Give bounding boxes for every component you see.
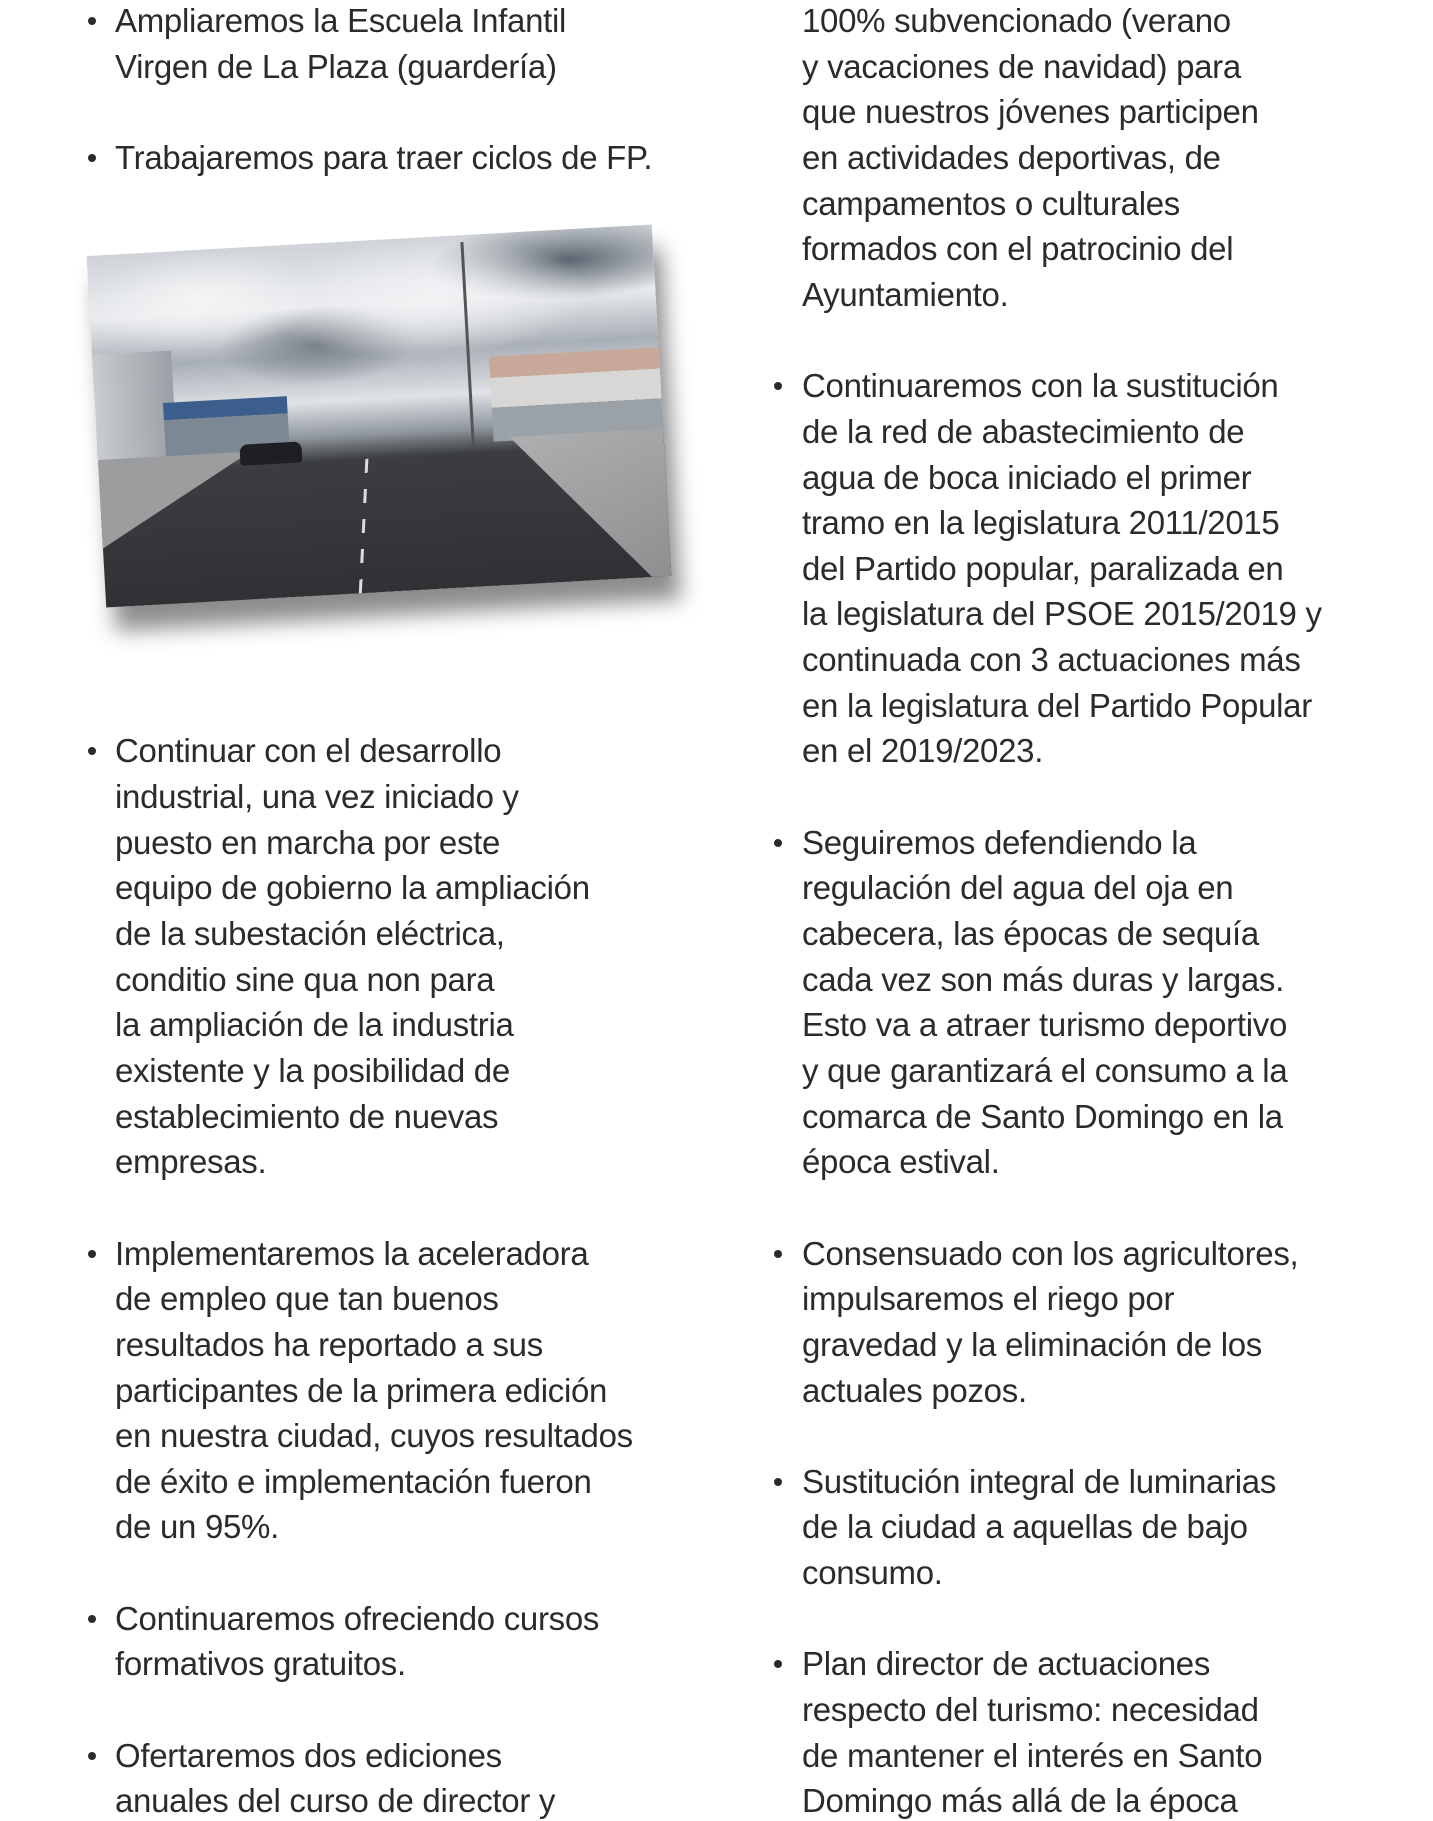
list-item-line: en nuestra ciudad, cuyos resultados — [115, 1417, 633, 1455]
list-item-line: la ampliación de la industria — [115, 1006, 514, 1044]
list-item-line: gravedad y la eliminación de los — [802, 1325, 1263, 1363]
list-item-line: Ayuntamiento. — [802, 275, 1009, 313]
list-item-line: Ampliaremos la Escuela Infantil — [115, 2, 567, 39]
bullet-icon — [88, 1752, 96, 1760]
list-item-line: continuada con 3 actuaciones más — [802, 641, 1301, 679]
list-item-line: actuales pozos. — [802, 1371, 1027, 1409]
bullet-icon — [88, 1250, 96, 1258]
bullet-icon — [88, 154, 96, 162]
list-item-line: puesto en marcha por este — [115, 823, 501, 861]
list-item-line: que nuestros jóvenes participen — [802, 93, 1259, 131]
list-item-line: conditio sine qua non para — [115, 960, 495, 998]
list-item-line: de la ciudad a aquellas de bajo — [802, 1508, 1248, 1546]
list-item-line: impulsaremos el riego por — [802, 1280, 1175, 1318]
list-item-line: Esto va a atraer turismo deportivo — [802, 1006, 1288, 1044]
list-item-line: en actividades deportivas, de — [802, 138, 1221, 176]
photo-sidewalk-left — [98, 450, 276, 607]
list-item-line: del Partido popular, paralizada en — [802, 549, 1284, 587]
list-item-line: Plan director de actuaciones — [802, 1645, 1211, 1683]
bullet-icon — [88, 747, 96, 755]
list-item-line: en la legislatura del Partido Popular — [802, 686, 1312, 724]
list-item-line: en el 2019/2023. — [802, 732, 1044, 770]
list-item-line: equipo de gobierno la ampliación — [115, 869, 590, 907]
list-item-line: y vacaciones de navidad) para — [802, 47, 1241, 85]
list-item-line: Virgen de La Plaza (guardería) — [115, 47, 557, 85]
list-item-line: industrial, una vez iniciado y — [115, 778, 519, 816]
list-item-line: Trabajaremos para traer ciclos de FP. — [115, 138, 653, 176]
list-item-line: Implementaremos la aceleradora — [115, 1234, 589, 1272]
photo-car — [239, 442, 302, 467]
list-item-line: de un 95%. — [115, 1508, 279, 1546]
list-item-line: participantes de la primera edición — [115, 1371, 608, 1409]
bullet-icon — [774, 382, 782, 390]
bullet-icon — [88, 1615, 96, 1623]
list-item-line: consumo. — [802, 1554, 943, 1592]
list-item-line: la legislatura del PSOE 2015/2019 y — [802, 595, 1322, 633]
list-item-line: Domingo más allá de la época — [802, 1782, 1238, 1820]
list-item-line: de empleo que tan buenos — [115, 1280, 499, 1318]
list-item-line: Seguiremos defendiendo la — [802, 823, 1197, 861]
list-item-line: regulación del agua del oja en — [802, 869, 1234, 907]
list-item-line: campamentos o culturales — [802, 184, 1180, 222]
industrial-street-photo — [87, 224, 672, 607]
list-item-line: respecto del turismo: necesidad — [802, 1691, 1259, 1729]
list-item-line: tramo en la legislatura 2011/2015 — [802, 504, 1280, 542]
list-item-line: Continuaremos con la sustitución — [802, 367, 1279, 405]
list-item-line: formativos gratuitos. — [115, 1645, 406, 1683]
list-item-line: de éxito e implementación fueron — [115, 1462, 592, 1500]
list-item-line: época estival. — [802, 1143, 1000, 1181]
bullet-icon — [88, 17, 96, 25]
list-item-line: de la red de abastecimiento de — [802, 412, 1245, 450]
list-item-line: y que garantizará el consumo a la — [802, 1051, 1288, 1089]
list-item-line: empresas. — [115, 1143, 267, 1181]
bullet-icon — [774, 1660, 782, 1668]
list-item-line: cada vez son más duras y largas. — [802, 960, 1284, 998]
list-item-line: Consensuado con los agricultores, — [802, 1234, 1299, 1272]
list-item-line: cabecera, las épocas de sequía — [802, 915, 1259, 952]
list-item-line: Ofertaremos dos ediciones — [115, 1736, 502, 1774]
photo-building-right — [489, 347, 663, 441]
list-item-line: Sustitución integral de luminarias — [802, 1462, 1277, 1500]
photo-sidewalk-right — [471, 428, 671, 586]
list-item-line: de la subestación eléctrica, — [115, 915, 505, 952]
bullet-icon — [774, 1478, 782, 1486]
list-item-line: Continuar con el desarrollo — [115, 732, 502, 770]
photo-road-line — [359, 459, 369, 593]
list-item-line: establecimiento de nuevas — [115, 1097, 499, 1135]
list-item-line: 100% subvencionado (verano — [802, 2, 1231, 39]
list-item-line: existente y la posibilidad de — [115, 1051, 510, 1089]
list-item-line: agua de boca iniciado el primer — [802, 458, 1252, 496]
list-item-line: formados con el patrocinio del — [802, 230, 1234, 268]
list-item-line: Continuaremos ofreciendo cursos — [115, 1599, 600, 1637]
bullet-icon — [774, 839, 782, 847]
bullet-icon — [774, 1250, 782, 1258]
list-item-line: de mantener el interés en Santo — [802, 1736, 1263, 1774]
list-item-line: anuales del curso de director y — [115, 1782, 556, 1820]
list-item-line: comarca de Santo Domingo en la — [802, 1097, 1283, 1135]
list-item-line: resultados ha reportado a sus — [115, 1325, 543, 1363]
